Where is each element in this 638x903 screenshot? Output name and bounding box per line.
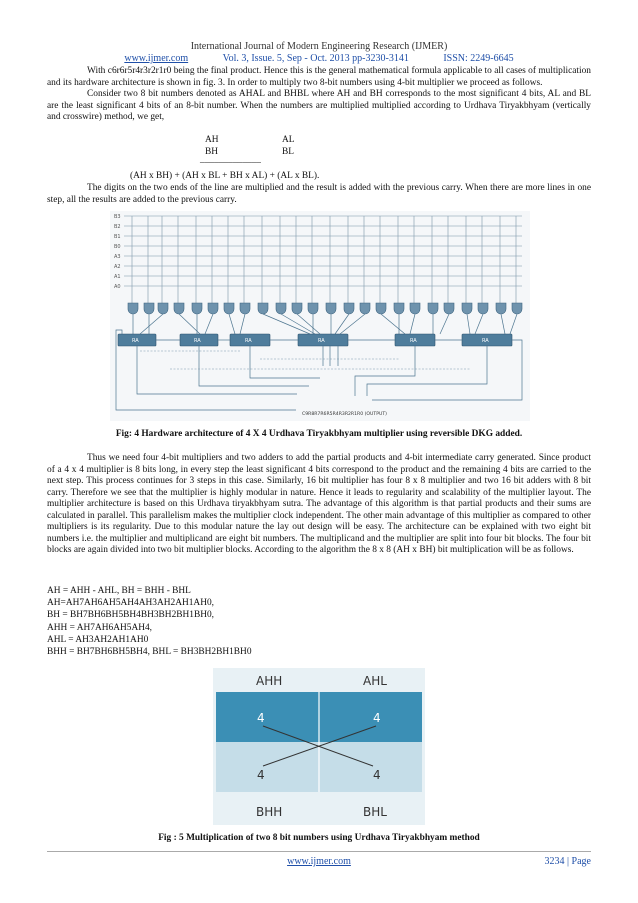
row-label: B2 <box>114 224 121 230</box>
paragraph-3: The digits on the two ends of the line are multiplied and the result is added with the previous carry. When there are more lines in one step, all the results are added to the previous carry. <box>47 183 591 205</box>
definitions-list <box>47 585 252 658</box>
adder-label: RA <box>410 338 417 344</box>
row-label: A0 <box>114 284 121 290</box>
eq-result: (AH x BH) + (AH x BL + BH x AL) + (AL x BL). <box>130 171 320 181</box>
row-label: B0 <box>114 244 121 250</box>
fig4-output-label: C9R8R7R6R5R4R3R2R1R0 (OUTPUT) <box>302 412 387 417</box>
fig5-ahh-label: AHH <box>256 674 283 688</box>
fig5-bottom-right-num: 4 <box>373 768 381 782</box>
fig5-caption: Fig : 5 Multiplication of two 8 bit numbers using Urdhava Tiryakbhyam method <box>158 833 480 843</box>
header-meta <box>0 53 638 65</box>
fig5-ahl-label: AHL <box>363 674 387 688</box>
definition-line: AHL = AH3AH2AH1AH0 <box>47 634 149 645</box>
journal-title: International Journal of Modern Engineering Research (IJMER) <box>190 41 448 52</box>
fig4-caption: Fig: 4 Hardware architecture of 4 X 4 Urdhava Tiryakbhyam multiplier using reversible DKG added. <box>115 429 523 439</box>
row-label: B1 <box>114 234 121 240</box>
definition-line: AHH = AH7AH6AH5AH4, <box>47 622 153 633</box>
definition-line: BHH = BH7BH6BH5BH4, BHL = BH3BH2BH1BH0 <box>47 647 252 658</box>
eq-ah: AH <box>205 135 219 145</box>
header-volume: Vol. 3, Issue. 5, Sep - Oct. 2013 pp-3230-3141 <box>222 53 409 64</box>
row-label: A1 <box>114 274 121 280</box>
paragraph-1: With c6r6r5r4r3r2r1r0 being the final product. Hence this is the general mathematical formula applicable to all cases of multiplication and its hardware architecture is shown in fig. 3. In order to multiply two 8-bit numbers using 4-bit multiplier we proceed as follows. <box>47 66 591 88</box>
paragraph-4-block <box>47 453 591 557</box>
adder-label: RA <box>318 338 325 344</box>
paragraph-3-block <box>47 183 591 206</box>
header-issn: ISSN: 2249-6645 <box>443 53 514 64</box>
fig5-multiplication-diagram <box>213 668 425 825</box>
paragraph-4: Thus we need four 4-bit multipliers and two adders to add the partial products and 4-bit intermediate carry generated. Since product of a 4 x 4 multiplier is 8 bits long, in every step the least significant 4 bits correspond to the product and the remaining 4 bits are carried to the next step. This process continues for 3 steps in this case. Similarly, 16 bit multiplier has four 8 x 8 multiplier and two 16 bit adders with 8 bit carry. Therefore we see that the multiplier is highly modular in nature. Hence it leads to regularity and scalability of the multiplier layout. The multiplier architecture is based on this Urdhava tiryakbhyam sutra. The advantage of this algorithm is that partial products and their sums are calculated in parallel. This parallelism makes the multiplier clock independent. The other main advantage of this multiplier as compared to other multipliers is its regularity. Due to this modular nature the lay out design will be easy. The architecture can be explained with two eight bit numbers i.e. the multiplier and multiplicand are eight bit numbers. The multiplicand and the multiplier are split into four bit blocks. The four bit blocks are again divided into two bit multiplier blocks. According to the algorithm the 8 x 8 (AH x BH) bit multiplication will be as follows. <box>47 453 591 555</box>
fig5-top-right-num: 4 <box>373 711 381 725</box>
eq-bh: BH <box>205 147 219 157</box>
eq-al: AL <box>282 135 295 145</box>
row-label: A2 <box>114 264 121 270</box>
definition-line: AH = AHH - AHL, BH = BHH - BHL <box>47 586 191 596</box>
fig5-top-left-num: 4 <box>257 711 265 725</box>
row-label: B3 <box>114 214 121 220</box>
footer-site-link[interactable]: www.ijmer.com <box>287 856 351 867</box>
adder-label: RA <box>245 338 252 344</box>
footer-rule <box>47 851 591 852</box>
fig5-bottom-left-num: 4 <box>257 768 265 782</box>
definition-line: AH=AH7AH6AH5AH4AH3AH2AH1AH0, <box>47 598 214 609</box>
paragraph-2: Consider two 8 bit numbers denoted as AHAL and BHBL where AH and BH corresponds to the most significant 4 bits, AL and BL are the least significant 4 bits of an 8-bit number. When the numbers are multiplied multiplied according to Urdhava Tiryakbhyam (vertically and crosswire) method, we get, <box>47 89 591 122</box>
fig5-bhl-label: BHL <box>363 805 387 819</box>
adder-label: RA <box>194 338 201 344</box>
eq-bl: BL <box>282 147 294 157</box>
adder-label: RA <box>132 338 139 344</box>
eq-rule: _____________ <box>200 155 261 165</box>
adder-label: RA <box>482 338 489 344</box>
fig5-bhh-label: BHH <box>256 805 283 819</box>
intro-paragraphs <box>47 66 591 124</box>
fig4-architecture-diagram <box>110 211 530 421</box>
definition-line: BH = BH7BH6BH5BH4BH3BH2BH1BH0, <box>47 610 215 621</box>
row-label: A3 <box>114 254 121 260</box>
footer-page-number: 3234 | Page <box>544 856 591 867</box>
header-site-link[interactable]: www.ijmer.com <box>124 53 189 64</box>
